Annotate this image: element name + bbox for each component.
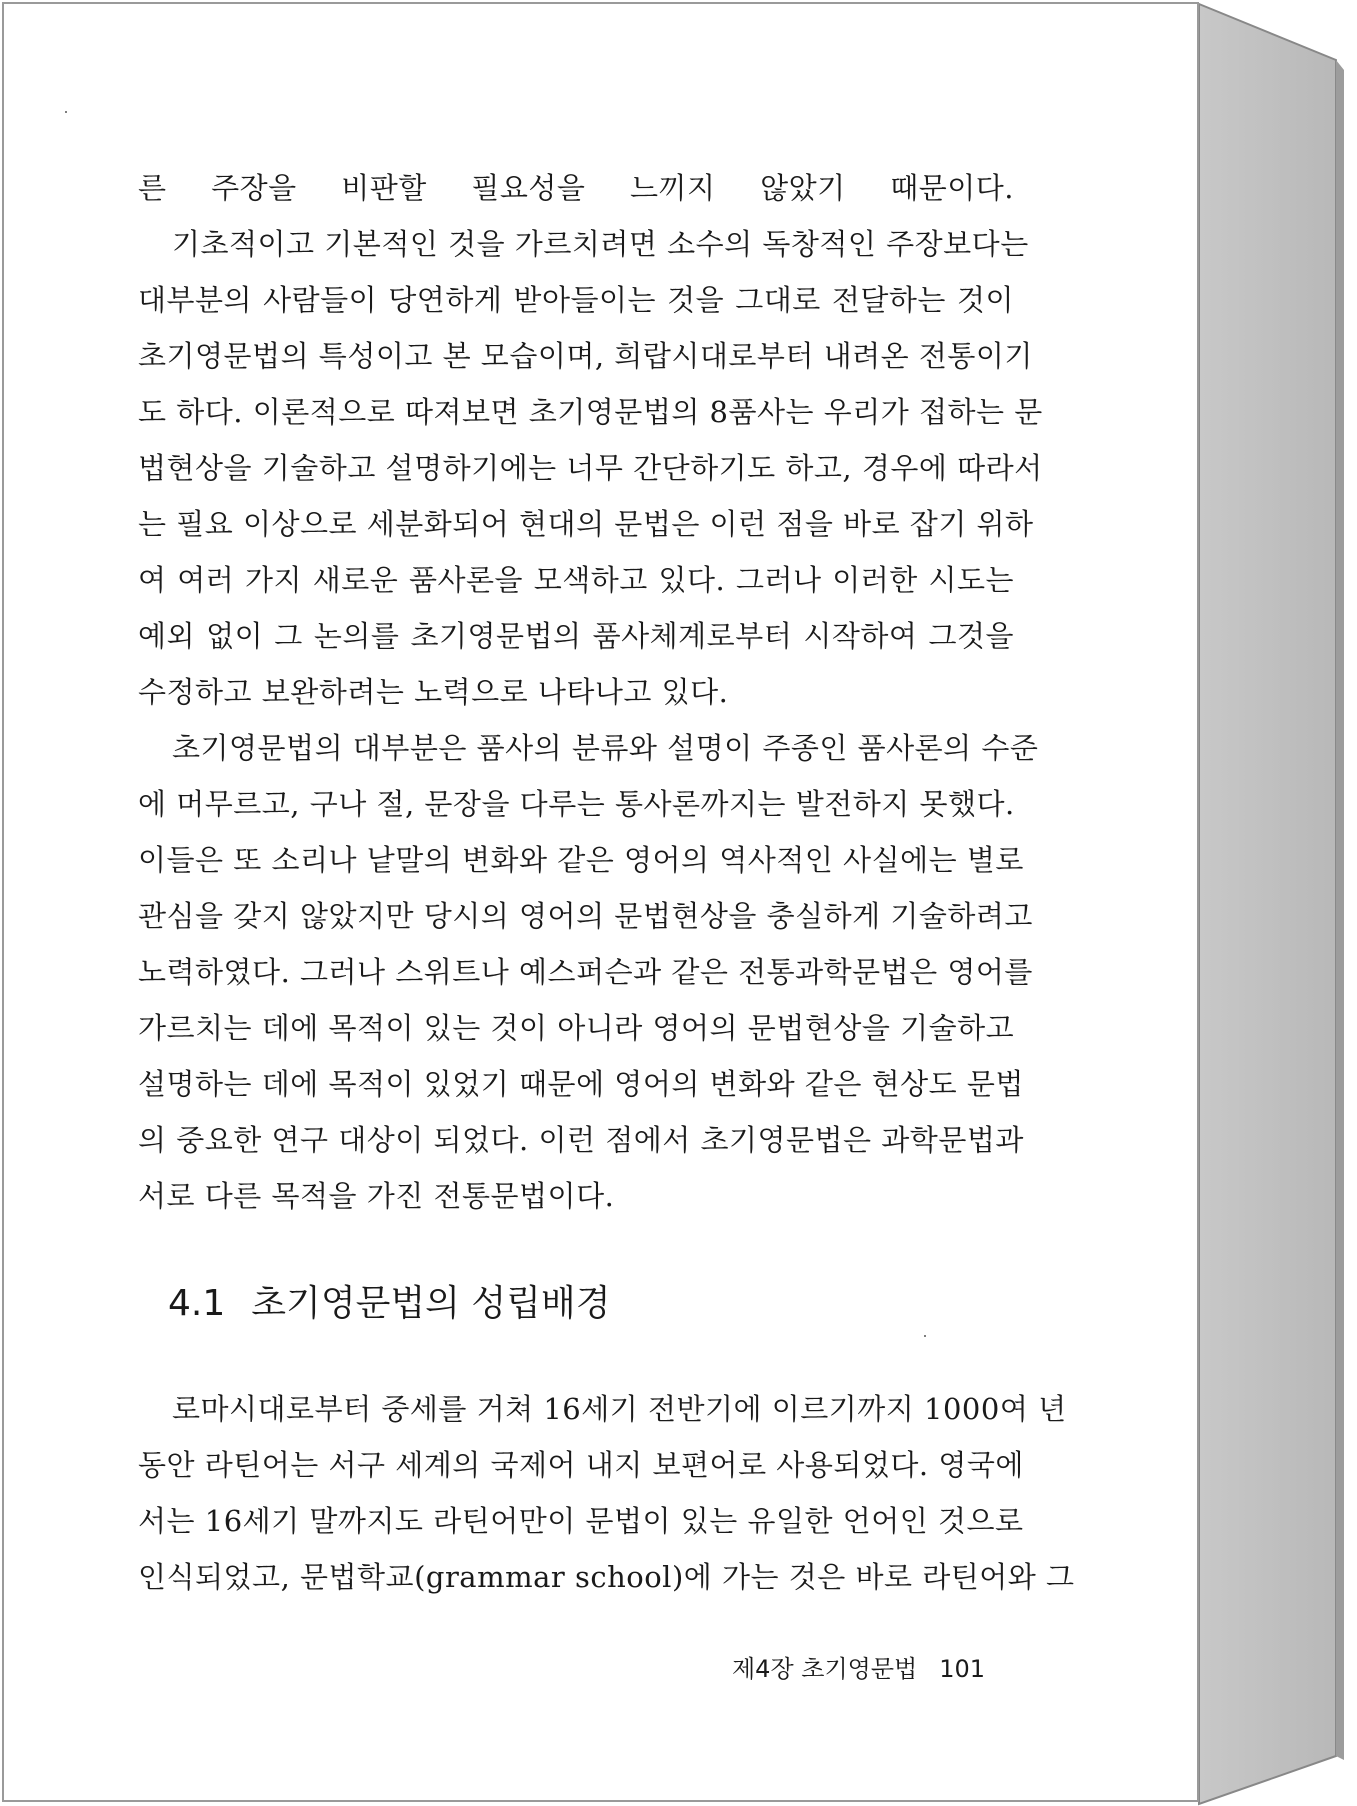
text-line: 인식되었고, 문법학교(grammar school)에 가는 것은 바로 라틴어와 그 xyxy=(138,1560,1075,1594)
text-line: 로마시대로부터 중세를 거쳐 16세기 전반기에 이르기까지 1000여 년 xyxy=(172,1392,1067,1426)
text-line: 예외 없이 그 논의를 초기영문법의 품사체계로부터 시작하여 그것을 xyxy=(138,619,1014,653)
scan-speck xyxy=(924,1335,926,1337)
text-line: 서는 16세기 말까지도 라틴어만이 문법이 있는 유일한 언어인 것으로 xyxy=(138,1504,1024,1538)
section-heading xyxy=(168,1280,610,1328)
page-number: 101 xyxy=(939,1655,985,1683)
text-line: 법현상을 기술하고 설명하기에는 너무 간단하기도 하고, 경우에 따라서 xyxy=(138,451,1043,485)
text-line: 가르치는 데에 목적이 있는 것이 아니라 영어의 문법현상을 기술하고 xyxy=(138,1011,1015,1045)
text-line: 여 여러 가지 새로운 품사론을 모색하고 있다. 그러나 이러한 시도는 xyxy=(138,563,1014,597)
text-line: 설명하는 데에 목적이 있었기 때문에 영어의 변화와 같은 현상도 문법 xyxy=(138,1067,1024,1101)
text-line: 도 하다. 이론적으로 따져보면 초기영문법의 8품사는 우리가 접하는 문 xyxy=(138,395,1043,429)
text-line: 에 머무르고, 구나 절, 문장을 다루는 통사론까지는 발전하지 못했다. xyxy=(138,787,1015,821)
text-line: 른 주장을 비판할 필요성을 느끼지 않았기 때문이다. xyxy=(138,171,1014,205)
text-line: 동안 라틴어는 서구 세계의 국제어 내지 보편어로 사용되었다. 영국에 xyxy=(138,1448,1024,1482)
section-text xyxy=(138,1381,1075,1605)
text-line: 이들은 또 소리나 낱말의 변화와 같은 영어의 역사적인 사실에는 별로 xyxy=(138,843,1024,877)
text-line: 기초적이고 기본적인 것을 가르치려면 소수의 독창적인 주장보다는 xyxy=(172,227,1029,261)
text-line: 초기영문법의 특성이고 본 모습이며, 희랍시대로부터 내려온 전통이기 xyxy=(138,339,1033,373)
text-line: 초기영문법의 대부분은 품사의 분류와 설명이 주종인 품사론의 수준 xyxy=(172,731,1039,765)
scan-speck xyxy=(65,111,67,113)
text-line: 서로 다른 목적을 가진 전통문법이다. xyxy=(138,1179,615,1213)
text-line: 대부분의 사람들이 당연하게 받아들이는 것을 그대로 전달하는 것이 xyxy=(138,283,1014,317)
text-line: 노력하였다. 그러나 스위트나 예스퍼슨과 같은 전통과학문법은 영어를 xyxy=(138,955,1033,989)
chapter-label: 제4장 초기영문법 xyxy=(732,1655,918,1683)
section-title: 초기영문법의 성립배경 xyxy=(251,1283,611,1324)
section-number: 4.1 xyxy=(168,1283,226,1324)
text-line: 는 필요 이상으로 세분화되어 현대의 문법은 이런 점을 바로 잡기 위하 xyxy=(138,507,1034,541)
text-line: 관심을 갖지 않았지만 당시의 영어의 문법현상을 충실하게 기술하려고 xyxy=(138,899,1033,933)
text-line: 의 중요한 연구 대상이 되었다. 이런 점에서 초기영문법은 과학문법과 xyxy=(138,1123,1024,1157)
text-line: 수정하고 보완하려는 노력으로 나타나고 있다. xyxy=(138,675,729,709)
page-footer xyxy=(732,1651,985,1687)
body-text xyxy=(138,160,1043,1224)
